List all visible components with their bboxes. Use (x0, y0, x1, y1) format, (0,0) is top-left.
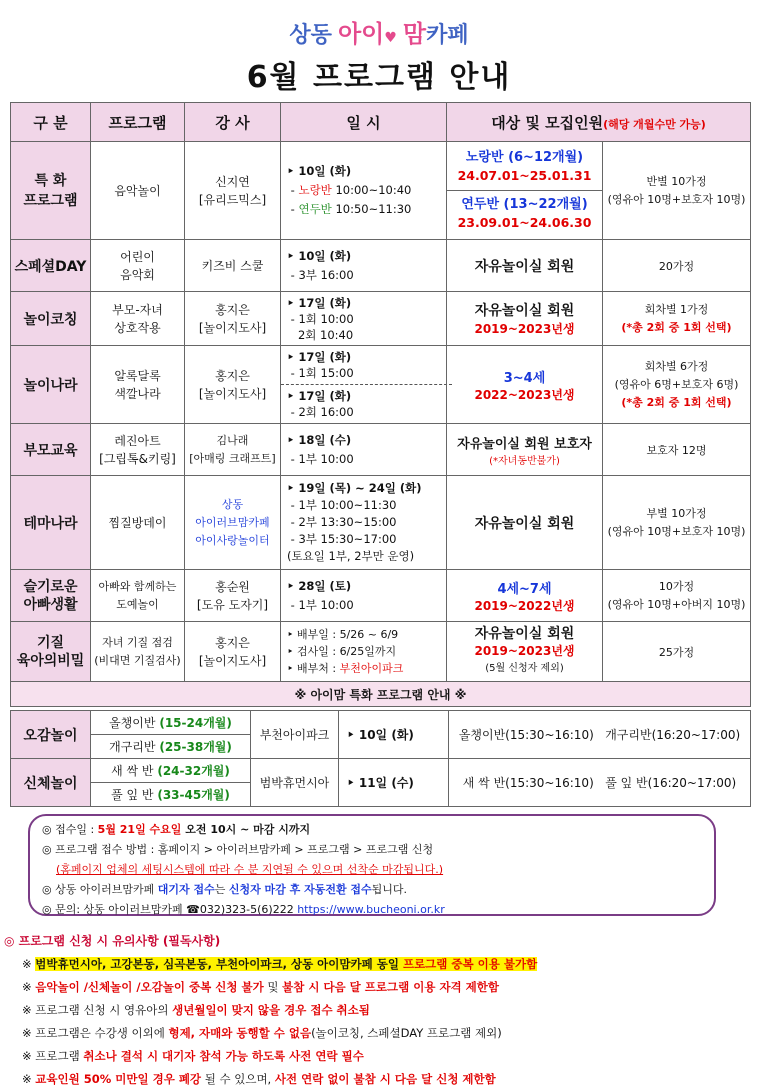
row-times: 새 싹 반(15:30~16:10) 풀 잎 반(16:20~17:00) (449, 759, 751, 807)
header-target: 대상 및 모집인원(해당 개월수만 가능) (447, 103, 751, 142)
row-category: 놀이코칭 (11, 292, 91, 346)
header-teacher: 강 사 (185, 103, 281, 142)
row-capacity: 반별 10가정 (영유아 10명+보호자 10명) (603, 142, 751, 240)
notice-line: ◎ 문의: 상동 아이러브맘카페 ☎032)323-5(6)222 https://www.bucheoni.or.kr (42, 903, 445, 916)
row-target: 자유놀이실 회원 (447, 476, 603, 570)
row-teacher: 김나래 [아매링 크래프트] (185, 424, 281, 476)
caution-item: ※ 음악놀이 /신체놀이 /오감놀이 중복 신청 불가 및 불참 시 다음 달 프로그램 이용 자격 제한함 (22, 980, 499, 994)
row-schedule: ‣ 17일 (화) - 1회 10:00 2회 10:40 (281, 292, 447, 346)
row-teacher: 키즈비 스쿨 (185, 240, 281, 292)
cautions-heading: ◎ 프로그램 신청 시 유의사항 (필독사항) (4, 934, 221, 948)
header-target-note: (해당 개월수만 가능) (603, 117, 706, 131)
row-place: 범박휴먼시아 (251, 759, 339, 807)
table-row (11, 622, 751, 682)
row-schedule: ‣ 10일 (화) - 3부 16:00 (281, 240, 447, 292)
row-program: 어린이 음악회 (91, 240, 185, 292)
row-capacity: 보호자 12명 (603, 424, 751, 476)
row-category: 신체놀이 (11, 759, 91, 807)
row-schedule: ‣ 18일 (수) - 1부 10:00 (281, 424, 447, 476)
row-capacity: 회차별 6가정 (영유아 6명+보호자 6명) (*총 2회 중 1회 선택) (603, 346, 751, 424)
row-schedule: ‣ 배부일 : 5/26 ~ 6/9 ‣ 검사일 : 6/25일까지 ‣ 배부처 : 부천아이파크 (281, 622, 447, 682)
row-target: 4세~7세 2019~2022년생 (447, 570, 603, 622)
row-category: 부모교육 (11, 424, 91, 476)
header-program: 프로그램 (91, 103, 185, 142)
row-category: 놀이나라 (11, 346, 91, 424)
row-program: 레진아트 [그립톡&키링] (91, 424, 185, 476)
notice-line: ◎ 접수일 : 5월 21일 수요일 오전 10시 ~ 마감 시까지 (42, 823, 311, 836)
row-schedule: ‣ 17일 (화) - 1회 15:00 ‣ 17일 (화) - 2회 16:00 (281, 346, 447, 424)
row-category: 슬기로운 아빠생활 (11, 570, 91, 622)
caution-item: ※ 프로그램 취소나 결석 시 대기자 참석 가능 하도록 사전 연락 필수 (22, 1049, 364, 1063)
brand-part2: 아이 (337, 20, 385, 48)
notice-line: (홈페이지 업체의 세팅시스템에 따라 수 분 지연될 수 있으며 선착순 마감됩니다.) (56, 863, 444, 876)
caution-item: ※ 프로그램 신청 시 영유아의 생년월일이 맞지 않을 경우 접수 취소됨 (22, 1003, 370, 1017)
table-row (11, 759, 751, 783)
brand-part3: 카페 (426, 23, 469, 48)
row-program: 알록달록 색깔나라 (91, 346, 185, 424)
row-program: 부모-자녀 상호작용 (91, 292, 185, 346)
page-title: 6월 프로그램 안내 (246, 60, 512, 95)
row-teacher: 상동 아이러브맘카페 아이사랑놀이터 (185, 476, 281, 570)
class-item: 새 싹 반 (24-32개월) (91, 759, 251, 783)
row-target: 자유놀이실 회원 (447, 240, 603, 292)
table-row (11, 711, 751, 735)
table-row (11, 476, 751, 570)
row-target: 자유놀이실 회원 2019~2023년생 (5월 신청자 제외) (447, 622, 603, 682)
notice-line: ◎ 상동 아이러브맘카페 대기자 접수는 신청자 마감 후 자동전환 접수됩니다. (42, 883, 408, 896)
class-item: 올챙이반 (15-24개월) (91, 711, 251, 735)
notice-box (28, 814, 716, 916)
row-target: 자유놀이실 회원 2019~2023년생 (447, 292, 603, 346)
row-program: 자녀 기질 점검 (비대면 기질검사) (91, 622, 185, 682)
row-teacher: 홍지은 [놀이지도사] (185, 622, 281, 682)
row-program: 아빠와 함께하는 도예놀이 (91, 570, 185, 622)
row-times: 올챙이반(15:30~16:10) 개구리반(16:20~17:00) (449, 711, 751, 759)
row-category: 오감놀이 (11, 711, 91, 759)
caution-item: ※ 범박휴먼시아, 고강본동, 심곡본동, 부천아이파크, 상동 아이맘카페 동일 프로그램 중복 이용 불가함 (22, 957, 538, 971)
row-category: 특 화 프로그램 (11, 142, 91, 240)
row-capacity: 10가정 (영유아 10명+아버지 10명) (603, 570, 751, 622)
row-capacity: 20가정 (603, 240, 751, 292)
row-place: 부천아이파크 (251, 711, 339, 759)
row-capacity: 25가정 (603, 622, 751, 682)
heart-icon: ♥ (384, 30, 397, 46)
row-category: 기질 육아의비밀 (11, 622, 91, 682)
row-target: 자유놀이실 회원 보호자 (*자녀동반불가) (447, 424, 603, 476)
row-teacher: 홍지은 [놀이지도사] (185, 292, 281, 346)
brand-part3-pink: 맘 (402, 20, 427, 48)
table-row (11, 142, 751, 240)
special-banner: ※ 아이맘 특화 프로그램 안내 ※ (11, 682, 751, 707)
row-schedule: ‣ 19일 (목) ~ 24일 (화) - 1부 10:00~11:30 - 2부 13:30~15:00 - 3부 15:30~17:00 (토요일 1부, 2부만 운영) (281, 476, 447, 570)
row-category: 스페셜DAY (11, 240, 91, 292)
table-row (11, 570, 751, 622)
class-item: 풀 잎 반 (33-45개월) (91, 783, 251, 807)
website-link[interactable]: https://www.bucheoni.or.kr (297, 903, 445, 916)
brand-logo (0, 14, 758, 48)
table-header (11, 103, 751, 142)
row-capacity: 회차별 1가정 (*총 2회 중 1회 선택) (603, 292, 751, 346)
row-category: 테마나라 (11, 476, 91, 570)
row-teacher: 홍순원 [도유 도자기] (185, 570, 281, 622)
table-row (11, 424, 751, 476)
row-date: ‣ 10일 (화) (339, 711, 449, 759)
cautions-section (4, 930, 754, 1091)
table-row (11, 292, 751, 346)
caution-item: ※ 프로그램은 수강생 이외에 형제, 자매와 동행할 수 없음(놀이코칭, 스페셜DAY 프로그램 제외) (22, 1026, 502, 1040)
row-teacher: 홍지은 [놀이지도사] (185, 346, 281, 424)
row-divider (281, 384, 452, 385)
row-program: 음악놀이 (91, 142, 185, 240)
caution-item: ※ 교육인원 50% 미만일 경우 폐강 될 수 있으며, 사전 연락 없이 불참 시 다음 달 신청 제한함 (22, 1072, 496, 1086)
brand-part1: 상동 (289, 23, 332, 48)
table-row (11, 240, 751, 292)
program-table (10, 102, 751, 707)
row-program: 찜질방데이 (91, 476, 185, 570)
row-capacity: 부별 10가정 (영유아 10명+보호자 10명) (603, 476, 751, 570)
row-schedule: ‣ 10일 (화) - 노랑반 10:00~10:40 - 연두반 10:50~11:30 (281, 142, 447, 240)
row-date: ‣ 11일 (수) (339, 759, 449, 807)
row-teacher: 신지연 [유리드믹스] (185, 142, 281, 240)
class-item: 개구리반 (25-38개월) (91, 735, 251, 759)
header-datetime: 일 시 (281, 103, 447, 142)
row-target: 3~4세 2022~2023년생 (447, 346, 603, 424)
special-banner-row (11, 682, 751, 707)
row-target: 노랑반 (6~12개월) 24.07.01~25.01.31 연두반 (13~22개월) 23.09.01~24.06.30 (447, 142, 603, 240)
special-program-table (10, 710, 751, 807)
row-schedule: ‣ 28일 (토) - 1부 10:00 (281, 570, 447, 622)
header-category: 구 분 (11, 103, 91, 142)
table-row (11, 346, 751, 424)
notice-line: ◎ 프로그램 접수 방법 : 홈페이지 > 아이러브맘카페 > 프로그램 > 프로그램 신청 (42, 843, 434, 856)
